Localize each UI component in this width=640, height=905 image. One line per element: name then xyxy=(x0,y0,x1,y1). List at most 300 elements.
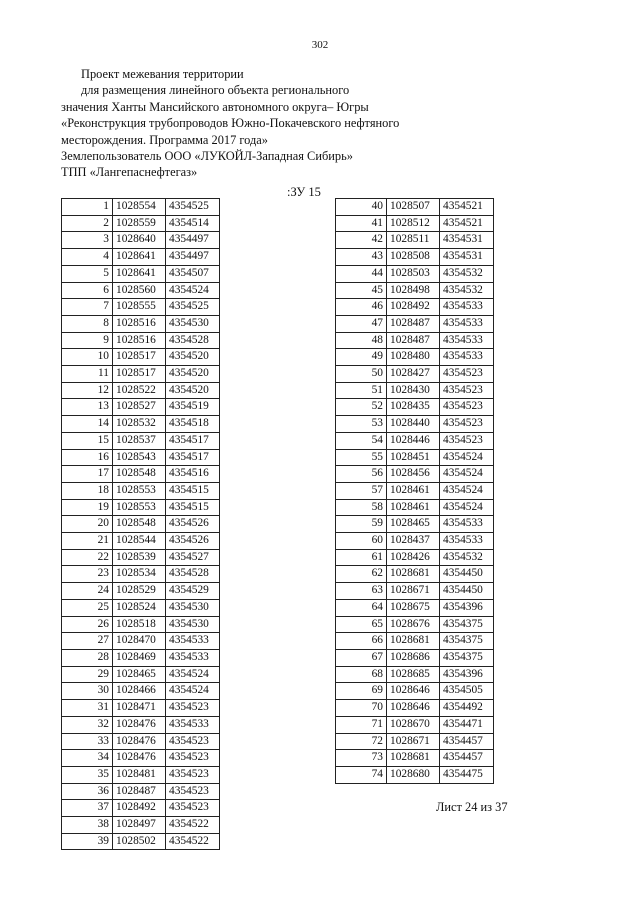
coord-y: 4354528 xyxy=(166,332,220,349)
coord-y: 4354524 xyxy=(166,683,220,700)
point-number: 66 xyxy=(336,633,387,650)
table-row xyxy=(62,482,220,499)
point-number: 47 xyxy=(336,315,387,332)
table-row xyxy=(62,566,220,583)
table-row xyxy=(62,649,220,666)
table-row xyxy=(336,482,494,499)
table-row xyxy=(336,649,494,666)
point-number: 65 xyxy=(336,616,387,633)
coord-y: 4354523 xyxy=(166,750,220,767)
coord-x: 1028681 xyxy=(387,750,440,767)
header-line-2: для размещения линейного объекта регионального xyxy=(81,83,350,98)
point-number: 71 xyxy=(336,716,387,733)
coord-x: 1028487 xyxy=(387,315,440,332)
table-row xyxy=(336,232,494,249)
coord-x: 1028646 xyxy=(387,683,440,700)
coord-x: 1028497 xyxy=(113,817,166,834)
coord-x: 1028507 xyxy=(387,199,440,216)
table-row xyxy=(336,366,494,383)
header-line-4: «Реконструкция трубопроводов Южно-Покачевского нефтяного xyxy=(61,116,400,131)
point-number: 44 xyxy=(336,265,387,282)
table-row xyxy=(62,750,220,767)
coord-y: 4354533 xyxy=(166,649,220,666)
table-row xyxy=(62,700,220,717)
point-number: 74 xyxy=(336,766,387,783)
coord-x: 1028435 xyxy=(387,399,440,416)
coord-y: 4354523 xyxy=(440,432,494,449)
table-row xyxy=(336,700,494,717)
coord-x: 1028646 xyxy=(387,700,440,717)
point-number: 30 xyxy=(62,683,113,700)
coord-y: 4354517 xyxy=(166,432,220,449)
coord-y: 4354533 xyxy=(440,516,494,533)
point-number: 36 xyxy=(62,783,113,800)
point-number: 35 xyxy=(62,766,113,783)
coord-x: 1028511 xyxy=(387,232,440,249)
coord-x: 1028681 xyxy=(387,633,440,650)
coord-y: 4354396 xyxy=(440,599,494,616)
coord-x: 1028544 xyxy=(113,533,166,550)
coord-y: 4354521 xyxy=(440,215,494,232)
table-row xyxy=(62,449,220,466)
coord-x: 1028517 xyxy=(113,366,166,383)
coord-x: 1028465 xyxy=(113,666,166,683)
coord-x: 1028685 xyxy=(387,666,440,683)
table-row xyxy=(336,282,494,299)
coord-x: 1028469 xyxy=(113,649,166,666)
table-row xyxy=(336,299,494,316)
coord-y: 4354530 xyxy=(166,315,220,332)
coord-x: 1028440 xyxy=(387,416,440,433)
table-row xyxy=(62,382,220,399)
coord-x: 1028543 xyxy=(113,449,166,466)
coord-x: 1028553 xyxy=(113,482,166,499)
point-number: 17 xyxy=(62,466,113,483)
point-number: 33 xyxy=(62,733,113,750)
coord-x: 1028461 xyxy=(387,499,440,516)
coord-x: 1028522 xyxy=(113,382,166,399)
coord-x: 1028461 xyxy=(387,482,440,499)
coord-x: 1028470 xyxy=(113,633,166,650)
point-number: 49 xyxy=(336,349,387,366)
coord-x: 1028527 xyxy=(113,399,166,416)
coordinates-table-left xyxy=(61,198,220,850)
coord-y: 4354526 xyxy=(166,516,220,533)
coord-x: 1028518 xyxy=(113,616,166,633)
coord-x: 1028516 xyxy=(113,332,166,349)
point-number: 41 xyxy=(336,215,387,232)
point-number: 64 xyxy=(336,599,387,616)
coord-y: 4354505 xyxy=(440,683,494,700)
coord-x: 1028559 xyxy=(113,215,166,232)
coord-y: 4354526 xyxy=(166,533,220,550)
coord-x: 1028437 xyxy=(387,533,440,550)
coord-y: 4354450 xyxy=(440,583,494,600)
table-row xyxy=(336,716,494,733)
coord-y: 4354521 xyxy=(440,199,494,216)
table-row xyxy=(62,616,220,633)
coord-x: 1028476 xyxy=(113,733,166,750)
coord-x: 1028534 xyxy=(113,566,166,583)
table-row xyxy=(62,766,220,783)
coord-y: 4354516 xyxy=(166,466,220,483)
point-number: 19 xyxy=(62,499,113,516)
coord-y: 4354522 xyxy=(166,817,220,834)
point-number: 12 xyxy=(62,382,113,399)
coord-y: 4354457 xyxy=(440,733,494,750)
point-number: 48 xyxy=(336,332,387,349)
table-row xyxy=(336,399,494,416)
table-row xyxy=(62,432,220,449)
point-number: 28 xyxy=(62,649,113,666)
coord-x: 1028508 xyxy=(387,249,440,266)
table-row xyxy=(62,232,220,249)
point-number: 27 xyxy=(62,633,113,650)
table-row xyxy=(336,533,494,550)
coord-y: 4354523 xyxy=(166,800,220,817)
point-number: 56 xyxy=(336,466,387,483)
point-number: 15 xyxy=(62,432,113,449)
header-line-7: ТПП «Лангепаснефтегаз» xyxy=(61,165,198,180)
coord-x: 1028487 xyxy=(113,783,166,800)
coord-y: 4354524 xyxy=(440,499,494,516)
coord-y: 4354531 xyxy=(440,249,494,266)
point-number: 29 xyxy=(62,666,113,683)
coord-x: 1028516 xyxy=(113,315,166,332)
coord-x: 1028492 xyxy=(113,800,166,817)
coord-y: 4354528 xyxy=(166,566,220,583)
table-row xyxy=(336,599,494,616)
point-number: 51 xyxy=(336,382,387,399)
coord-y: 4354475 xyxy=(440,766,494,783)
point-number: 34 xyxy=(62,750,113,767)
point-number: 53 xyxy=(336,416,387,433)
coord-y: 4354519 xyxy=(166,399,220,416)
coord-y: 4354527 xyxy=(166,549,220,566)
coord-y: 4354492 xyxy=(440,700,494,717)
table-row xyxy=(336,766,494,783)
table-row xyxy=(336,349,494,366)
table-row xyxy=(62,516,220,533)
point-number: 55 xyxy=(336,449,387,466)
table-row xyxy=(62,282,220,299)
coord-x: 1028529 xyxy=(113,583,166,600)
coord-x: 1028553 xyxy=(113,499,166,516)
table-row xyxy=(62,399,220,416)
table-row xyxy=(336,549,494,566)
coord-y: 4354532 xyxy=(440,282,494,299)
point-number: 6 xyxy=(62,282,113,299)
coord-x: 1028641 xyxy=(113,249,166,266)
coord-x: 1028492 xyxy=(387,299,440,316)
coord-x: 1028446 xyxy=(387,432,440,449)
coord-y: 4354530 xyxy=(166,599,220,616)
table-row xyxy=(336,499,494,516)
point-number: 52 xyxy=(336,399,387,416)
table-row xyxy=(62,249,220,266)
table-row xyxy=(336,466,494,483)
coord-y: 4354533 xyxy=(440,332,494,349)
point-number: 31 xyxy=(62,700,113,717)
table-row xyxy=(336,683,494,700)
point-number: 16 xyxy=(62,449,113,466)
coord-x: 1028554 xyxy=(113,199,166,216)
table-row xyxy=(62,416,220,433)
point-number: 23 xyxy=(62,566,113,583)
point-number: 68 xyxy=(336,666,387,683)
coord-y: 4354450 xyxy=(440,566,494,583)
coord-y: 4354524 xyxy=(166,666,220,683)
coord-y: 4354523 xyxy=(166,766,220,783)
coord-x: 1028555 xyxy=(113,299,166,316)
table-row xyxy=(336,215,494,232)
page-number: 302 xyxy=(311,39,329,51)
point-number: 46 xyxy=(336,299,387,316)
header-line-1: Проект межевания территории xyxy=(81,67,244,81)
coord-y: 4354375 xyxy=(440,649,494,666)
point-number: 11 xyxy=(62,366,113,383)
table-row xyxy=(62,332,220,349)
point-number: 25 xyxy=(62,599,113,616)
table-row xyxy=(62,583,220,600)
coord-y: 4354524 xyxy=(440,449,494,466)
point-number: 54 xyxy=(336,432,387,449)
coord-x: 1028430 xyxy=(387,382,440,399)
coord-y: 4354471 xyxy=(440,716,494,733)
table-row xyxy=(62,366,220,383)
coord-y: 4354375 xyxy=(440,633,494,650)
coord-y: 4354532 xyxy=(440,549,494,566)
point-number: 59 xyxy=(336,516,387,533)
coord-y: 4354531 xyxy=(440,232,494,249)
table-row xyxy=(336,315,494,332)
table-row xyxy=(336,265,494,282)
coord-x: 1028548 xyxy=(113,516,166,533)
point-number: 45 xyxy=(336,282,387,299)
point-number: 73 xyxy=(336,750,387,767)
header-line-6: Землепользователь ООО «ЛУКОЙЛ-Западная Сибирь» xyxy=(61,149,353,164)
table-row xyxy=(62,733,220,750)
table-row xyxy=(336,516,494,533)
coord-y: 4354525 xyxy=(166,299,220,316)
sheet-label: Лист 24 из 37 xyxy=(436,800,508,814)
coord-y: 4354522 xyxy=(166,833,220,850)
coord-y: 4354533 xyxy=(440,299,494,316)
table-row xyxy=(62,549,220,566)
table-row xyxy=(62,633,220,650)
table-row xyxy=(62,299,220,316)
coord-x: 1028532 xyxy=(113,416,166,433)
point-number: 22 xyxy=(62,549,113,566)
point-number: 43 xyxy=(336,249,387,266)
point-number: 13 xyxy=(62,399,113,416)
point-number: 60 xyxy=(336,533,387,550)
coord-y: 4354533 xyxy=(166,716,220,733)
table-row xyxy=(62,199,220,216)
coord-x: 1028466 xyxy=(113,683,166,700)
table-row xyxy=(336,616,494,633)
point-number: 14 xyxy=(62,416,113,433)
coord-y: 4354520 xyxy=(166,366,220,383)
table-row xyxy=(62,215,220,232)
point-number: 24 xyxy=(62,583,113,600)
coord-x: 1028681 xyxy=(387,566,440,583)
table-row xyxy=(336,633,494,650)
table-row xyxy=(62,783,220,800)
point-number: 20 xyxy=(62,516,113,533)
coord-y: 4354518 xyxy=(166,416,220,433)
table-row xyxy=(62,683,220,700)
coord-x: 1028456 xyxy=(387,466,440,483)
point-number: 61 xyxy=(336,549,387,566)
table-row xyxy=(62,666,220,683)
coord-x: 1028517 xyxy=(113,349,166,366)
coord-y: 4354530 xyxy=(166,616,220,633)
point-number: 38 xyxy=(62,817,113,834)
point-number: 1 xyxy=(62,199,113,216)
table-row xyxy=(62,817,220,834)
coord-y: 4354523 xyxy=(440,382,494,399)
point-number: 9 xyxy=(62,332,113,349)
table-row xyxy=(62,533,220,550)
point-number: 4 xyxy=(62,249,113,266)
coord-x: 1028675 xyxy=(387,599,440,616)
point-number: 2 xyxy=(62,215,113,232)
coord-y: 4354507 xyxy=(166,265,220,282)
coord-x: 1028680 xyxy=(387,766,440,783)
coord-y: 4354375 xyxy=(440,616,494,633)
coord-x: 1028476 xyxy=(113,750,166,767)
point-number: 18 xyxy=(62,482,113,499)
table-row xyxy=(336,382,494,399)
point-number: 8 xyxy=(62,315,113,332)
coord-x: 1028640 xyxy=(113,232,166,249)
point-number: 50 xyxy=(336,366,387,383)
table-row xyxy=(336,332,494,349)
coord-y: 4354396 xyxy=(440,666,494,683)
coord-y: 4354529 xyxy=(166,583,220,600)
coord-y: 4354525 xyxy=(166,199,220,216)
point-number: 7 xyxy=(62,299,113,316)
coord-y: 4354497 xyxy=(166,232,220,249)
table-row xyxy=(336,750,494,767)
coord-y: 4354523 xyxy=(166,700,220,717)
coord-y: 4354533 xyxy=(166,633,220,650)
point-number: 40 xyxy=(336,199,387,216)
table-row xyxy=(336,566,494,583)
parcel-title: :ЗУ 15 xyxy=(287,185,321,199)
coord-y: 4354523 xyxy=(166,783,220,800)
table-row xyxy=(336,733,494,750)
coord-x: 1028502 xyxy=(113,833,166,850)
coord-y: 4354533 xyxy=(440,533,494,550)
point-number: 26 xyxy=(62,616,113,633)
coord-x: 1028524 xyxy=(113,599,166,616)
document-header xyxy=(61,66,399,181)
coord-x: 1028465 xyxy=(387,516,440,533)
coord-x: 1028451 xyxy=(387,449,440,466)
coord-y: 4354520 xyxy=(166,382,220,399)
coord-y: 4354497 xyxy=(166,249,220,266)
coord-y: 4354523 xyxy=(440,399,494,416)
table-row xyxy=(336,416,494,433)
coord-x: 1028426 xyxy=(387,549,440,566)
coord-y: 4354523 xyxy=(440,366,494,383)
coord-y: 4354524 xyxy=(440,482,494,499)
point-number: 67 xyxy=(336,649,387,666)
coord-x: 1028487 xyxy=(387,332,440,349)
coord-x: 1028539 xyxy=(113,549,166,566)
coord-x: 1028671 xyxy=(387,733,440,750)
point-number: 72 xyxy=(336,733,387,750)
coord-x: 1028503 xyxy=(387,265,440,282)
table-row xyxy=(336,199,494,216)
point-number: 39 xyxy=(62,833,113,850)
coord-x: 1028498 xyxy=(387,282,440,299)
coord-x: 1028676 xyxy=(387,616,440,633)
coord-x: 1028670 xyxy=(387,716,440,733)
coord-x: 1028560 xyxy=(113,282,166,299)
table-row xyxy=(62,499,220,516)
header-line-3: значения Ханты Мансийского автономного округа– Югры xyxy=(61,99,369,114)
coord-y: 4354520 xyxy=(166,349,220,366)
point-number: 63 xyxy=(336,583,387,600)
coord-y: 4354524 xyxy=(166,282,220,299)
table-row xyxy=(62,315,220,332)
header-line-5: месторождения. Программа 2017 года» xyxy=(61,132,268,147)
coord-y: 4354524 xyxy=(440,466,494,483)
point-number: 21 xyxy=(62,533,113,550)
coord-x: 1028481 xyxy=(113,766,166,783)
point-number: 5 xyxy=(62,265,113,282)
coord-y: 4354523 xyxy=(166,733,220,750)
table-row xyxy=(62,833,220,850)
coord-x: 1028548 xyxy=(113,466,166,483)
coord-x: 1028476 xyxy=(113,716,166,733)
coord-x: 1028427 xyxy=(387,366,440,383)
coord-y: 4354515 xyxy=(166,482,220,499)
table-row xyxy=(336,666,494,683)
coord-y: 4354517 xyxy=(166,449,220,466)
coord-x: 1028480 xyxy=(387,349,440,366)
table-row xyxy=(62,716,220,733)
coord-y: 4354514 xyxy=(166,215,220,232)
table-row xyxy=(62,349,220,366)
coord-x: 1028537 xyxy=(113,432,166,449)
point-number: 32 xyxy=(62,716,113,733)
table-row xyxy=(62,599,220,616)
coord-x: 1028686 xyxy=(387,649,440,666)
point-number: 37 xyxy=(62,800,113,817)
coord-y: 4354457 xyxy=(440,750,494,767)
coordinates-table-right xyxy=(335,198,494,784)
point-number: 70 xyxy=(336,700,387,717)
coord-y: 4354532 xyxy=(440,265,494,282)
table-row xyxy=(336,249,494,266)
point-number: 69 xyxy=(336,683,387,700)
point-number: 3 xyxy=(62,232,113,249)
point-number: 10 xyxy=(62,349,113,366)
point-number: 42 xyxy=(336,232,387,249)
coord-x: 1028471 xyxy=(113,700,166,717)
coord-y: 4354515 xyxy=(166,499,220,516)
coord-x: 1028512 xyxy=(387,215,440,232)
table-row xyxy=(336,432,494,449)
coord-y: 4354523 xyxy=(440,416,494,433)
table-row xyxy=(62,466,220,483)
coord-y: 4354533 xyxy=(440,349,494,366)
coord-x: 1028671 xyxy=(387,583,440,600)
